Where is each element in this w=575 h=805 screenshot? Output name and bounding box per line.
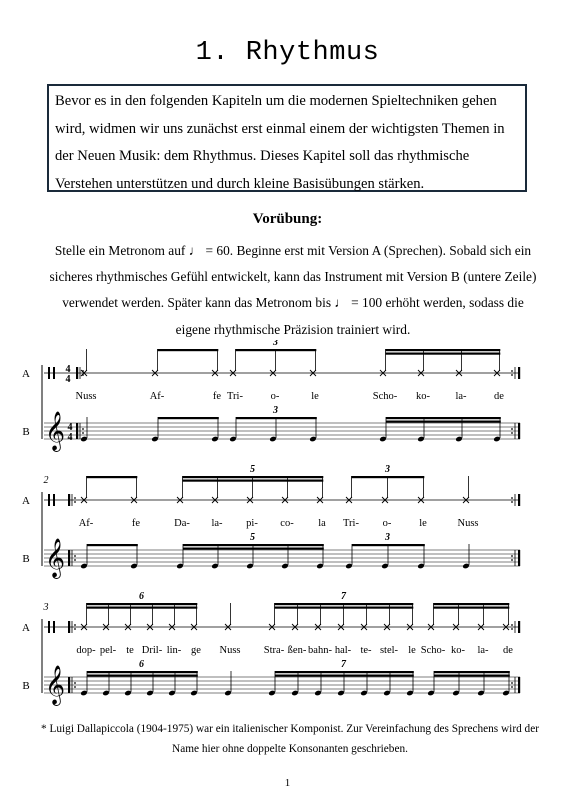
repeat-dot xyxy=(511,497,513,499)
lyric-syllable: te xyxy=(126,645,134,656)
lyric-syllable: le xyxy=(311,391,319,402)
part-label-b: B xyxy=(22,680,30,692)
repeat-dot xyxy=(74,682,76,684)
percussion-clef-bar xyxy=(48,494,50,506)
beam xyxy=(183,480,324,482)
lyric-syllable: le xyxy=(408,645,416,656)
beam xyxy=(87,603,198,605)
beam xyxy=(275,603,414,605)
beam xyxy=(386,421,501,423)
beam xyxy=(275,607,414,609)
page-title: 1. Rhythmus xyxy=(195,38,380,68)
treble-clef-icon: 𝄞 xyxy=(44,413,66,450)
repeat-dot xyxy=(511,559,513,561)
lyric-syllable: ko- xyxy=(451,645,465,656)
lyric-syllable: dop- xyxy=(76,645,96,656)
lyric-syllable: lin- xyxy=(166,645,182,656)
lyric-syllable: le xyxy=(419,518,427,529)
beam xyxy=(352,476,425,478)
percussion-clef-bar xyxy=(53,621,55,633)
beam xyxy=(236,417,317,419)
tuplet-number: 7 xyxy=(341,591,346,602)
repeat-start-bar xyxy=(76,367,78,379)
time-signature-bottom: 4 xyxy=(65,374,71,385)
tuplet-number: 6 xyxy=(139,659,144,670)
repeat-dot xyxy=(74,628,76,630)
repeat-dot xyxy=(511,686,513,688)
part-label-b: B xyxy=(22,553,30,565)
lyric-syllable: pel- xyxy=(99,645,117,656)
repeat-dot xyxy=(74,501,76,503)
repeat-start-bar xyxy=(76,423,78,439)
beam xyxy=(183,476,324,478)
lyric-syllable: Da- xyxy=(174,518,190,529)
beam xyxy=(275,675,414,677)
beam xyxy=(183,548,324,550)
lyric-syllable: Tri- xyxy=(227,391,243,402)
repeat-dot xyxy=(74,497,76,499)
repeat-end-bar xyxy=(518,494,520,506)
tuplet-number: 3 xyxy=(385,464,390,475)
lyric-syllable: te- xyxy=(360,645,372,656)
beam xyxy=(434,603,510,605)
repeat-end-bar xyxy=(518,423,520,439)
beam xyxy=(87,675,198,677)
lyric-syllable: Scho- xyxy=(420,645,446,656)
repeat-dot xyxy=(511,428,513,430)
repeat-start-bar xyxy=(68,677,70,693)
beam xyxy=(236,349,317,351)
exercise-heading: Vorübung: xyxy=(252,211,323,227)
measure-number: 2 xyxy=(43,475,49,486)
repeat-start-bar xyxy=(68,621,70,633)
repeat-end-bar xyxy=(518,677,520,693)
repeat-dot xyxy=(511,432,513,434)
lyric-syllable: de xyxy=(503,645,513,656)
beam xyxy=(87,671,198,673)
beam xyxy=(434,671,510,673)
repeat-end-bar xyxy=(518,367,520,379)
part-label-a: A xyxy=(22,368,30,380)
lyric-syllable: fe xyxy=(131,518,141,529)
percussion-clef-bar xyxy=(53,494,55,506)
beam xyxy=(183,544,324,546)
lyric-syllable: la- xyxy=(455,391,467,402)
lyric-syllable: fe xyxy=(212,391,222,402)
beam xyxy=(352,544,425,546)
lyric-syllable: Nuss xyxy=(219,645,241,656)
percussion-clef-bar xyxy=(53,367,55,379)
tuplet-number: 6 xyxy=(139,591,144,602)
repeat-dot xyxy=(82,428,84,430)
repeat-dot xyxy=(511,628,513,630)
repeat-dot xyxy=(511,501,513,503)
percussion-clef-bar xyxy=(48,367,50,379)
lyric-syllable: de xyxy=(494,391,504,402)
repeat-end-bar xyxy=(518,550,520,566)
lyric-syllable: Scho- xyxy=(372,391,398,402)
beam xyxy=(158,417,219,419)
repeat-dot xyxy=(511,370,513,372)
lyric-syllable: co- xyxy=(280,518,294,529)
repeat-dot xyxy=(74,559,76,561)
repeat-dot xyxy=(82,432,84,434)
repeat-dot xyxy=(511,555,513,557)
lyric-syllable: Af- xyxy=(78,518,94,529)
beam xyxy=(87,544,138,546)
part-label-a: A xyxy=(22,495,30,507)
beam xyxy=(434,675,510,677)
repeat-dot xyxy=(511,682,513,684)
repeat-dot xyxy=(511,374,513,376)
tuplet-number: 3 xyxy=(273,340,278,348)
part-label-b: B xyxy=(22,426,30,438)
tuplet-number: 3 xyxy=(273,405,278,416)
repeat-start-bar xyxy=(68,494,70,506)
lyric-syllable: Stra- xyxy=(263,645,285,656)
repeat-start-bar xyxy=(68,550,70,566)
measure-number: 3 xyxy=(43,602,49,613)
beam xyxy=(386,417,501,419)
beam xyxy=(87,476,138,478)
intro-box: Bevor es in den folgenden Kapiteln um die modernen Spieltechniken gehen wird, widmen wir uns zunächst erst einmal einem der wichtigsten Themen in der Neuen Musik: dem Rhythmus. Dieses Kapitel soll das rhythmische Verstehen unterstützen und durch kleine Basisübungen stärken. xyxy=(47,84,527,192)
time-signature-top: 4 xyxy=(67,422,73,433)
percussion-clef-bar xyxy=(48,621,50,633)
part-label-a: A xyxy=(22,622,30,634)
tuplet-number: 7 xyxy=(341,659,346,670)
beam xyxy=(87,607,198,609)
beam xyxy=(386,349,501,351)
lyric-syllable: Dril- xyxy=(141,645,163,656)
repeat-dot xyxy=(74,686,76,688)
lyric-syllable: Af- xyxy=(149,391,165,402)
lyric-syllable: bahn- xyxy=(308,645,332,656)
lyric-syllable: la- xyxy=(477,645,489,656)
tuplet-number: 3 xyxy=(385,532,390,543)
beam xyxy=(158,349,219,351)
page-number: 1 xyxy=(284,777,291,789)
footnote: * Luigi Dallapiccola (1904-1975) war ein italienischer Komponist. Zur Vereinfachung des Sprechens wird der Name hier ohne doppelte Konsonanten geschrieben. xyxy=(41,723,539,755)
tuplet-number: 5 xyxy=(250,464,255,475)
beam xyxy=(386,353,501,355)
rhythm-score xyxy=(0,340,575,715)
repeat-dot xyxy=(74,555,76,557)
score-svg xyxy=(0,340,575,710)
repeat-end-bar xyxy=(518,621,520,633)
lyric-syllable: pi- xyxy=(246,518,258,529)
lyric-syllable: stel- xyxy=(379,645,399,656)
treble-clef-icon: 𝄞 xyxy=(44,540,66,577)
repeat-dot xyxy=(511,624,513,626)
lyric-syllable: o- xyxy=(270,391,280,402)
lyric-syllable: la- xyxy=(211,518,223,529)
lyric-syllable: ßen- xyxy=(287,645,307,656)
lyric-syllable: o- xyxy=(382,518,392,529)
repeat-dot xyxy=(74,624,76,626)
lyric-syllable: ko- xyxy=(416,391,430,402)
time-signature-top: 4 xyxy=(65,364,71,375)
lyric-syllable: la xyxy=(318,518,326,529)
time-signature-bottom: 4 xyxy=(67,432,73,443)
treble-clef-icon: 𝄞 xyxy=(44,667,66,704)
tuplet-number: 5 xyxy=(250,532,255,543)
lyric-syllable: Tri- xyxy=(343,518,359,529)
beam xyxy=(434,607,510,609)
lyric-syllable: Nuss xyxy=(457,518,479,529)
exercise-text: Stelle ein Metronom auf ♩ = 60. Beginne erst mit Version A (Sprechen). Sobald sich ein sicheres rhythmisches Gefühl entwickelt, kann das Instrument mit Version B (untere Zeile) verwendet werden. Später kann das Metronom bis ♩ = 100 erhöht werden, sodass die eigene rhythmische Präzision trainiert wird. xyxy=(49,243,537,337)
lyric-syllable: Nuss xyxy=(75,391,97,402)
lyric-syllable: ge xyxy=(191,645,201,656)
lyric-syllable: hal- xyxy=(334,645,352,656)
beam xyxy=(275,671,414,673)
